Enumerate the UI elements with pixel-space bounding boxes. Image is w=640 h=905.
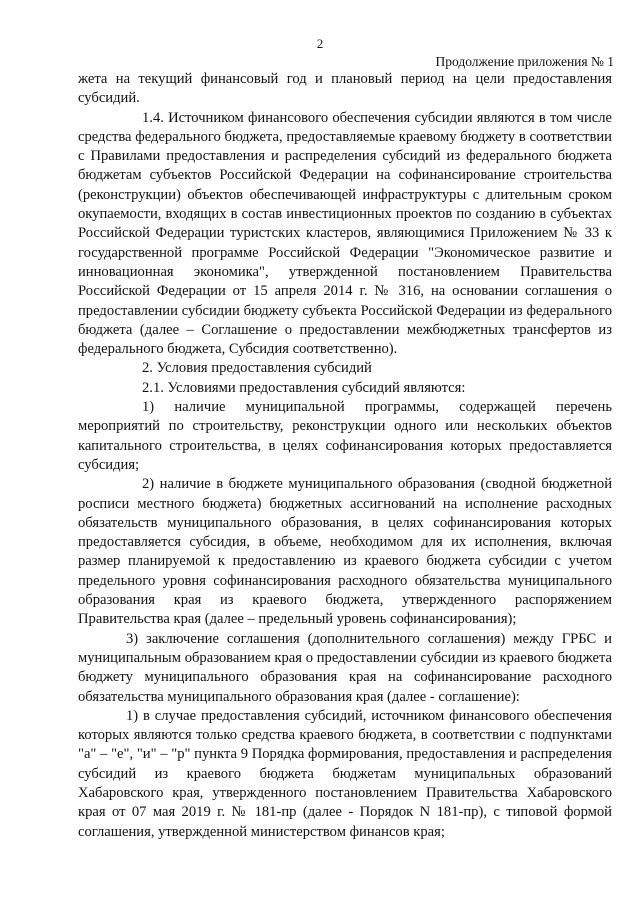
list-item-1: 1) наличие муниципальной программы, содержащей перечень мероприятий по строительству, реконструкции одного или нескольких объектов капитального строительства, в целях софинансирования которых предоставляется субсидия; [78,399,612,473]
paragraph-1-4: 1.4. Источником финансового обеспечения субсидии являются в том числе средства федерального бюджета, предоставляемые краевому бюджету в соответствии с Правилами предоставления и распределения субсидий из федерального бюджета бюджетам субъектов Российской Федерации на софинансирование строительства (реконструкции) объектов обеспечивающей инфраструктуры с длительным сроком окупаемости, входящих в состав инвестиционных проектов по созданию в субъектах Российской Федерации туристских кластеров, являющимися Приложением № 33 к государственной программе Российской Федерации "Экономическое развитие и инновационная экономика", утвержденной постановлением Правительства Российской Федерации от 15 апреля 2014 г. № 316, на основании соглашения о предоставлении субсидии бюджету субъекта Российской Федерации из федерального бюджета (далее – Соглашение о предоставлении межбюджетных трансфертов из федерального бюджета, Субсидия соответственно). [78,109,612,358]
document-body [78,70,612,842]
sub-item-3-1: 1) в случае предоставления субсидий, источником финансового обеспечения которых являются только средства краевого бюджета, в соответствии с подпунктами "а" – "е", "и" – "р" пункта 9 Порядка формирования, предоставления и распределения субсидий из краевого бюджета бюджетам муниципальных образований Хабаровского края, утвержденного постановлением Правительства Хабаровского края от 07 мая 2019 г. № 181-пр (далее - Порядок N 181-пр), с типовой формой соглашения, утвержденной министерством финансов края; [78,707,612,840]
page-number: 2 [316,36,324,51]
section-heading-2: 2. Условия предоставления субсидий [142,360,372,377]
list-item-3: 3) заключение соглашения (дополнительного соглашения) между ГРБС и муниципальным образованием края о предоставлении субсидии из краевого бюджета бюджету муниципального образования края на софинансирование расходного обязательства муниципального образования края (далее - соглашение): [78,630,612,705]
list-item-2: 2) наличие в бюджете муниципального образования (сводной бюджетной росписи местного бюджета) бюджетных ассигнований на исполнение расходных обязательств муниципального образования, в целях софинансирования которых предоставляется субсидия, в объеме, необходимом для их исполнения, включая размер планируемой к предоставлению из краевого бюджета субсидии с учетом предельного уровня софинансирования расходного обязательства муниципального образования края из краевого бюджета, утвержденного распоряжением Правительства края (далее – предельный уровень софинансирования); [78,476,612,628]
appendix-continuation: Продолжение приложения № 1 [435,54,614,69]
paragraph-2-1: 2.1. Условиями предоставления субсидий являются: [142,379,466,396]
paragraph-continuation: жета на текущий финансовый год и плановый период на цели предоставления субсидий. [78,71,612,107]
